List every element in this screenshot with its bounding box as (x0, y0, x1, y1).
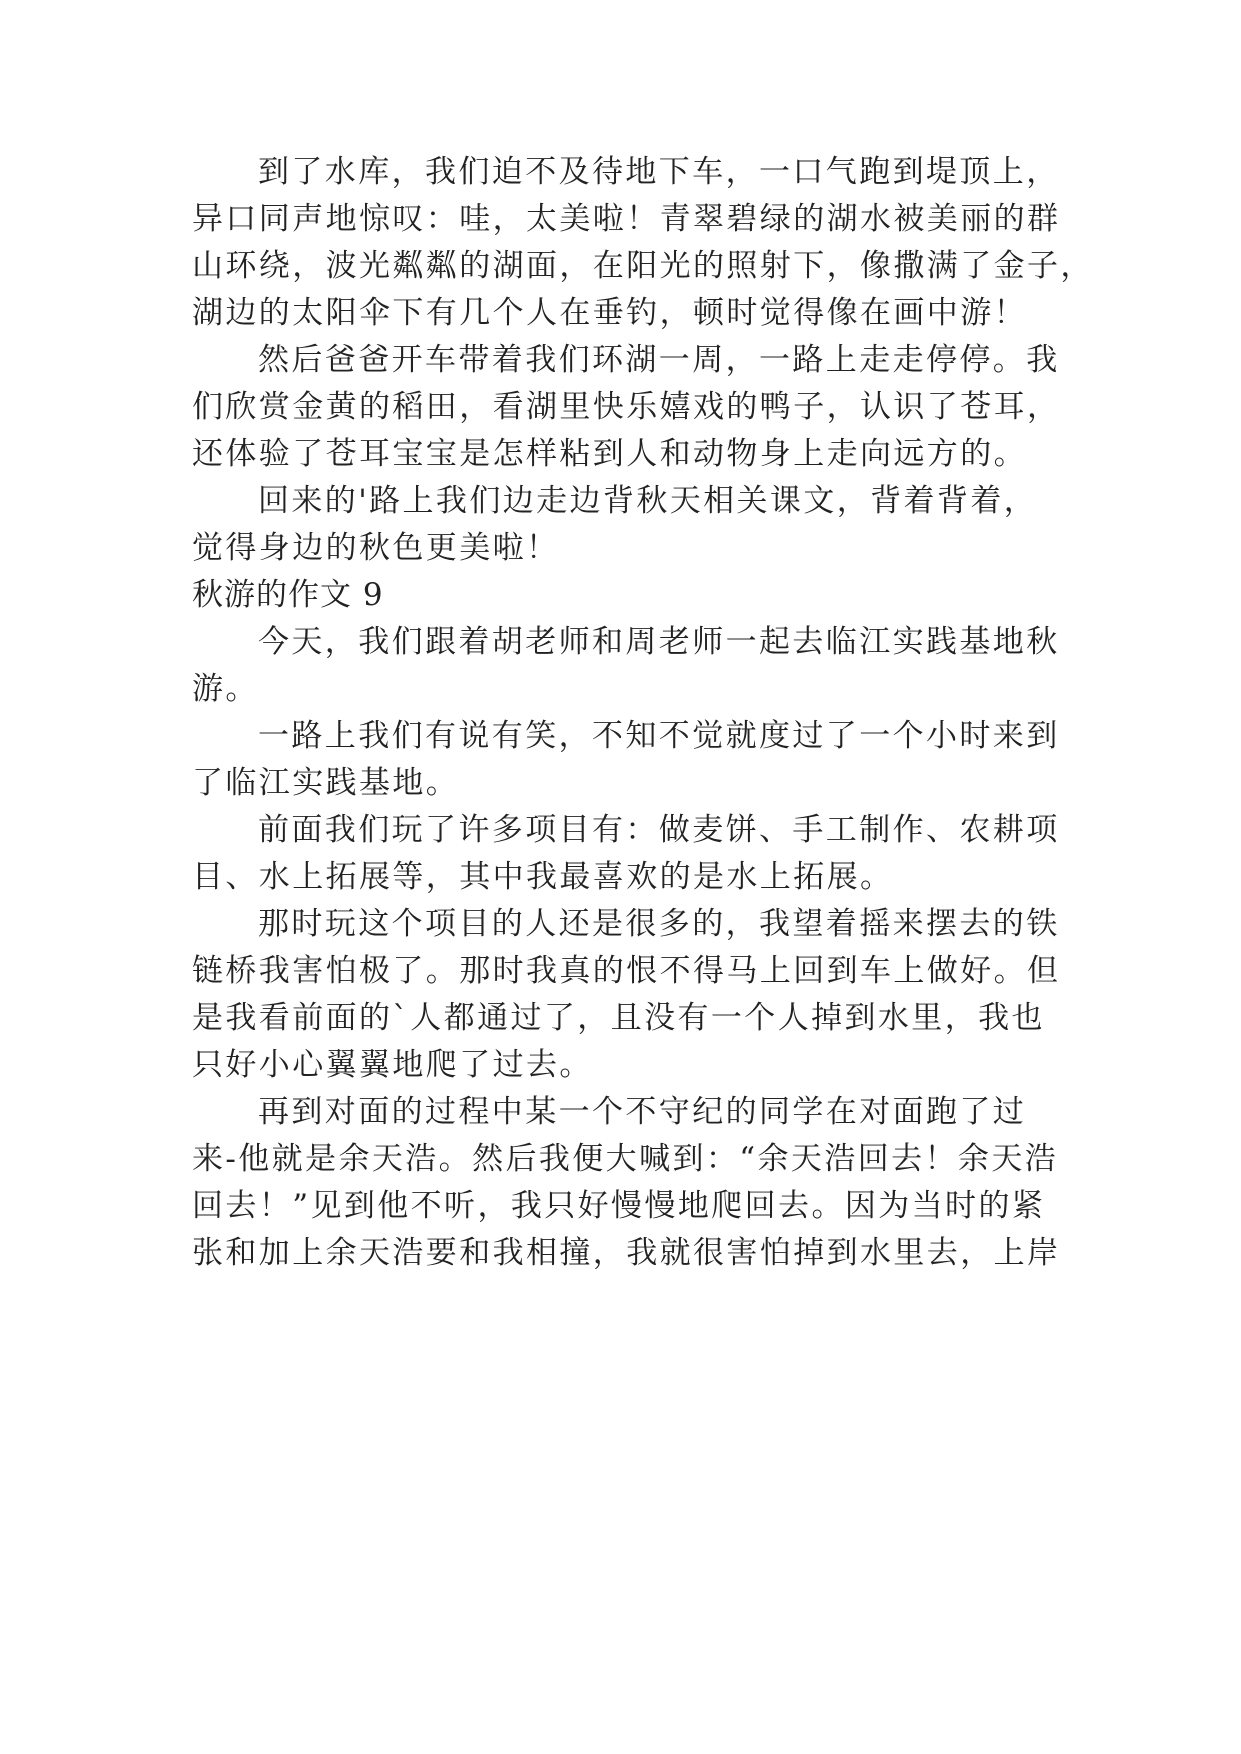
paragraph-line: 们欣赏金黄的稻田，看湖里快乐嬉戏的鸭子，认识了苍耳， (192, 389, 1061, 425)
paragraph-line: 一路上我们有说有笑，不知不觉就度过了一个小时来到 (258, 718, 1060, 754)
paragraph-line: 还体验了苍耳宝宝是怎样粘到人和动物身上走向远方的。 (192, 436, 1027, 472)
paragraph-line: 山环绕，波光粼粼的湖面，在阳光的照射下，像撒满了金子， (192, 248, 1094, 284)
paragraph-line: 链桥我害怕极了。那时我真的恨不得马上回到车上做好。但 (192, 953, 1061, 989)
paragraph-line: 前面我们玩了许多项目有：做麦饼、手工制作、农耕项 (258, 812, 1060, 848)
paragraph-line: 是我看前面的`人都通过了，且没有一个人掉到水里，我也 (192, 1000, 1045, 1036)
paragraph-line: 今天，我们跟着胡老师和周老师一起去临江实践基地秋 (258, 624, 1060, 660)
paragraph-line: 再到对面的过程中某一个不守纪的同学在对面跑了过 (258, 1094, 1027, 1130)
paragraph-line: 然后爸爸开车带着我们环湖一周，一路上走走停停。我 (258, 342, 1060, 378)
paragraph-line: 回去！”见到他不听，我只好慢慢地爬回去。因为当时的紧 (192, 1188, 1046, 1224)
paragraph-line: 回来的'路上我们边走边背秋天相关课文，背着背着， (258, 483, 1038, 519)
paragraph-line: 游。 (192, 671, 259, 707)
section-heading: 秋游的作文 9 (192, 577, 384, 613)
paragraph-line: 张和加上余天浩要和我相撞，我就很害怕掉到水里去，上岸 (192, 1235, 1061, 1271)
paragraph-line: 觉得身边的秋色更美啦！ (192, 530, 560, 566)
paragraph-line: 异口同声地惊叹：哇，太美啦！青翠碧绿的湖水被美丽的群 (192, 201, 1061, 237)
paragraph-line: 了临江实践基地。 (192, 765, 460, 801)
paragraph-line: 来-他就是余天浩。然后我便大喊到：“余天浩回去！余天浩 (192, 1141, 1059, 1177)
paragraph-line: 到了水库，我们迫不及待地下车，一口气跑到堤顶上， (258, 154, 1060, 190)
paragraph-line: 那时玩这个项目的人还是很多的，我望着摇来摆去的铁 (258, 906, 1060, 942)
paragraph-line: 目、水上拓展等，其中我最喜欢的是水上拓展。 (192, 859, 894, 895)
paragraph-line: 只好小心翼翼地爬了过去。 (192, 1047, 593, 1083)
paragraph-line: 湖边的太阳伞下有几个人在垂钓，顿时觉得像在画中游！ (192, 295, 1027, 331)
